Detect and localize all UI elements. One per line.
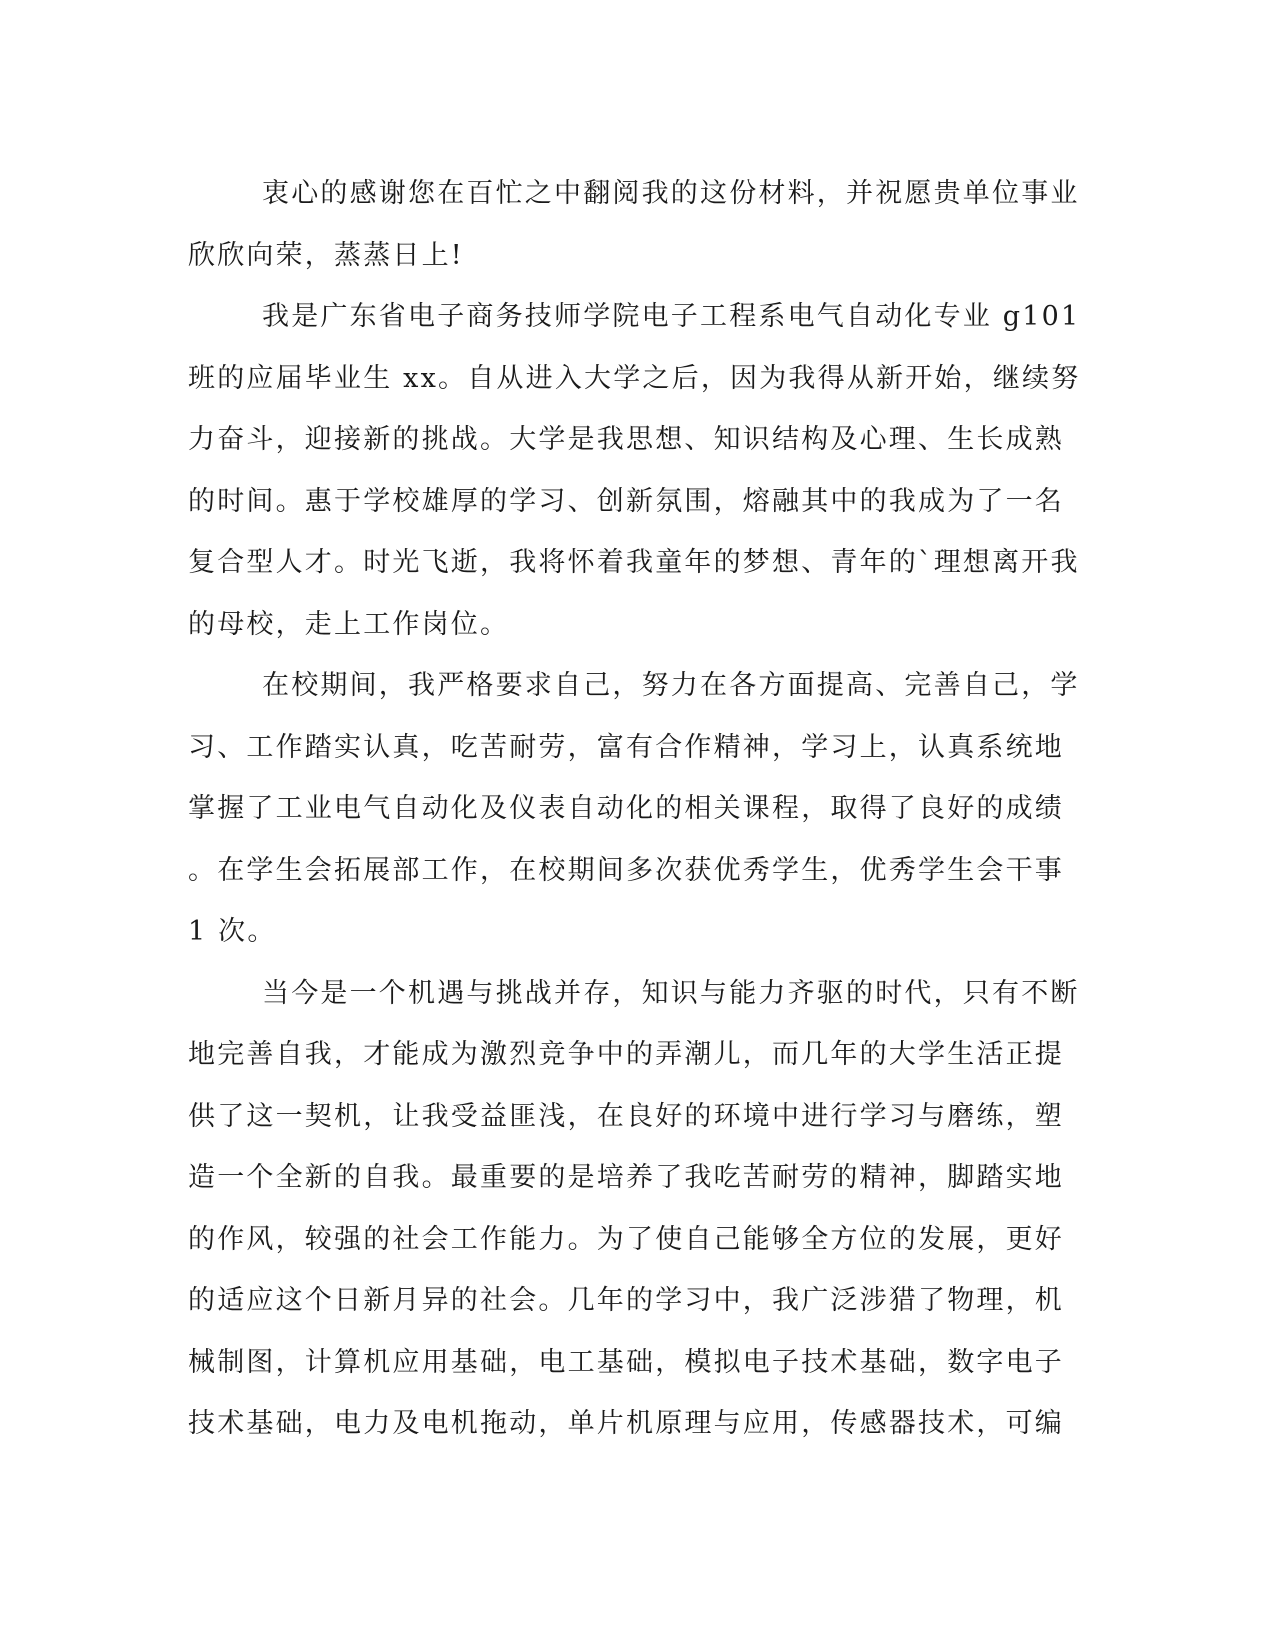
- text-line: 当今是一个机遇与挑战并存，知识与能力齐驱的时代，只有不断: [262, 977, 1080, 1009]
- text-line: 我是广东省电子商务技师学院电子工程系电气自动化专业 g101: [262, 301, 1081, 332]
- text-line: 1 次。: [188, 916, 277, 947]
- text-line: 在校期间，我严格要求自己，努力在各方面提高、完善自己，学: [262, 670, 1080, 701]
- text-line: 地完善自我，才能成为激烈竞争中的弄潮儿，而几年的大学生活正提: [188, 1039, 1064, 1070]
- text-line: 的时间。惠于学校雄厚的学习、创新氛围，熔融其中的我成为了一名: [188, 485, 1064, 517]
- paragraph: [188, 286, 1081, 655]
- text-line: 掌握了工业电气自动化及仪表自动化的相关课程，取得了良好的成绩: [188, 793, 1064, 824]
- text-line: 供了这一契机，让我受益匪浅，在良好的环境中进行学习与磨练，塑: [188, 1100, 1064, 1132]
- text-line: 的适应这个日新月异的社会。几年的学习中，我广泛涉猎了物理，机: [188, 1285, 1064, 1316]
- text-line: 造一个全新的自我。最重要的是培养了我吃苦耐劳的精神，脚踏实地: [188, 1162, 1064, 1193]
- text-line: 衷心的感谢您在百忙之中翻阅我的这份材料，并祝愿贵单位事业: [262, 178, 1080, 209]
- text-line: 欣欣向荣，蒸蒸日上!: [188, 239, 464, 271]
- text-line: 械制图，计算机应用基础，电工基础，模拟电子技术基础，数字电子: [188, 1346, 1064, 1378]
- text-line: 复合型人才。时光飞逝，我将怀着我童年的梦想、青年的`理想离开我: [188, 547, 1080, 578]
- text-line: 力奋斗，迎接新的挑战。大学是我思想、知识结构及心理、生长成熟: [188, 424, 1064, 455]
- document-body: [188, 163, 1081, 1455]
- text-line: 技术基础，电力及电机拖动，单片机原理与应用，传感器技术，可编: [188, 1408, 1064, 1439]
- text-line: 习、工作踏实认真，吃苦耐劳，富有合作精神，学习上，认真系统地: [188, 731, 1064, 763]
- paragraph: [188, 655, 1080, 963]
- text-line: 。在学生会拓展部工作，在校期间多次获优秀学生，优秀学生会干事: [188, 854, 1064, 886]
- text-line: 的作风，较强的社会工作能力。为了使自己能够全方位的发展，更好: [188, 1223, 1064, 1255]
- text-line: 的母校，走上工作岗位。: [188, 608, 510, 640]
- paragraph: [188, 963, 1080, 1455]
- text-line: 班的应届毕业生 xx。自从进入大学之后，因为我得从新开始，继续努: [188, 362, 1081, 394]
- paragraph: [188, 163, 1080, 286]
